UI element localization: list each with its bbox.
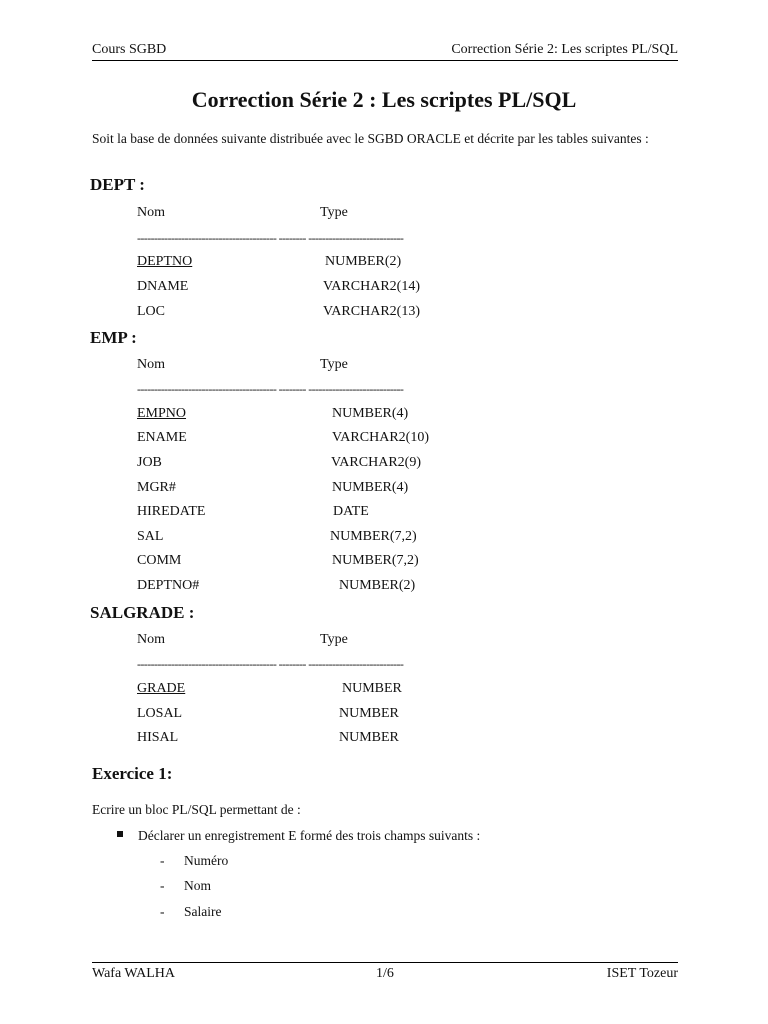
column-header-name: Nom	[137, 357, 165, 372]
column-name: HIREDATE	[137, 504, 206, 519]
table-name-salgrade: SALGRADE :	[90, 603, 195, 622]
dept-separator: ----------------------------------------- -------- ----------------------------	[137, 231, 404, 245]
column-type: NUMBER(7,2)	[330, 529, 417, 544]
column-name: COMM	[137, 553, 182, 568]
column-type: NUMBER(4)	[332, 406, 409, 421]
column-name: DEPTNO#	[137, 578, 200, 593]
footer-author: Wafa WALHA	[92, 966, 175, 981]
column-type: VARCHAR2(10)	[332, 430, 429, 445]
exercise-title: Exercice 1:	[92, 764, 173, 783]
field-label: Numéro	[184, 853, 229, 868]
column-name: DEPTNO	[137, 254, 193, 269]
bullet-text: Déclarer un enregistrement E formé des trois champs suivants :	[138, 828, 481, 843]
document-title: Correction Série 2 : Les scriptes PL/SQL	[191, 87, 577, 112]
column-type: NUMBER	[339, 706, 399, 721]
column-type: NUMBER(2)	[325, 254, 402, 269]
column-type: NUMBER(7,2)	[332, 553, 419, 568]
field-label: Nom	[184, 878, 211, 893]
table-name-emp: EMP :	[90, 328, 137, 347]
column-type: VARCHAR2(9)	[331, 455, 421, 470]
column-type: NUMBER(4)	[332, 480, 409, 495]
column-type: DATE	[333, 504, 369, 519]
dash-marker: -	[160, 853, 165, 868]
column-header-type: Type	[320, 357, 348, 372]
column-header-type: Type	[320, 205, 348, 220]
salgrade-separator: ----------------------------------------- -------- ----------------------------	[137, 657, 404, 671]
column-type: NUMBER	[339, 730, 399, 745]
column-type: NUMBER(2)	[339, 578, 416, 593]
header-course: Cours SGBD	[92, 42, 167, 57]
exercise-intro: Ecrire un bloc PL/SQL permettant de :	[92, 802, 301, 817]
table-name-dept: DEPT :	[90, 175, 145, 194]
column-header-name: Nom	[137, 632, 165, 647]
column-header-type: Type	[320, 632, 348, 647]
emp-separator: ----------------------------------------- -------- ----------------------------	[137, 382, 404, 396]
column-name: LOSAL	[137, 706, 183, 721]
column-name: ENAME	[137, 430, 187, 445]
column-type: VARCHAR2(14)	[323, 279, 420, 294]
column-name: EMPNO	[137, 406, 187, 421]
square-bullet-icon	[117, 831, 123, 837]
column-name: SAL	[137, 529, 164, 544]
column-name: GRADE	[137, 681, 186, 696]
column-name: JOB	[137, 455, 162, 470]
column-name: HISAL	[137, 730, 179, 745]
column-name: DNAME	[137, 279, 189, 294]
field-label: Salaire	[184, 904, 222, 919]
column-header-name: Nom	[137, 205, 165, 220]
header-doc-title: Correction Série 2: Les scriptes PL/SQL	[451, 42, 678, 57]
page-number: 1/6	[376, 966, 394, 981]
footer-institution: ISET Tozeur	[606, 966, 678, 981]
intro-paragraph: Soit la base de données suivante distribuée avec le SGBD ORACLE et décrite par les tables suivantes :	[92, 131, 649, 146]
column-name: LOC	[137, 304, 165, 319]
dash-marker: -	[160, 878, 165, 893]
column-type: NUMBER	[342, 681, 402, 696]
column-type: VARCHAR2(13)	[323, 304, 420, 319]
page-footer	[92, 962, 678, 987]
dash-marker: -	[160, 904, 165, 919]
page-header	[92, 40, 678, 61]
column-name: MGR#	[137, 480, 176, 495]
